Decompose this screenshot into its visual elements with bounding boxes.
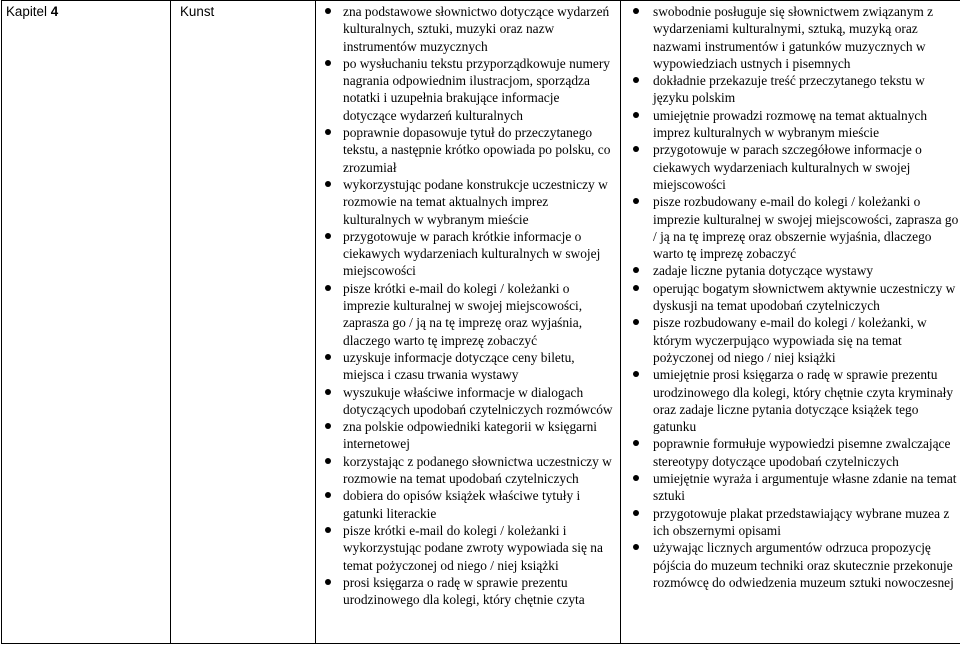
requirement-text: używając licznych argumentów odrzuca propozycję pójścia do muzeum techniki oraz skutecznie przekonuje rozmówcę do odwiedzenia muzeum sztuki nowoczesnej [653, 540, 954, 590]
requirement-text: pisze rozbudowany e-mail do kolegi / koleżanki o imprezie kulturalnej w swojej miejscowości, zaprasza go / ją na tę imprezę oraz obszernie wyjaśnia, dlaczego warto tę imprezę zobaczyć [653, 194, 959, 262]
bullet-icon [633, 544, 639, 550]
basic-requirement-item [316, 176, 614, 228]
bullet-icon [325, 389, 331, 395]
requirement-text: korzystając z podanego słownictwa uczestniczy w rozmowie na temat upodobań czytelniczych [343, 453, 612, 487]
table-row [2, 1, 960, 644]
requirement-text: dobiera do opisów książek właściwe tytuły i gatunki literackie [343, 488, 581, 521]
requirement-text: poprawnie formułuje wypowiedzi pisemne zwalczające stereotypy dotyczące upodobań czytelniczych [653, 436, 951, 469]
basic-requirement-item [316, 124, 614, 176]
advanced-requirement-item [621, 72, 960, 107]
bullet-icon [633, 371, 639, 377]
bullet-icon [325, 181, 331, 187]
basic-requirement-item [316, 280, 614, 349]
advanced-requirement-item [621, 435, 960, 470]
bullet-icon [325, 423, 331, 429]
requirement-text: zadaje liczne pytania dotyczące wystawy [653, 263, 874, 279]
requirement-text: przygotowuje w parach szczegółowe informacje o ciekawych wydarzeniach kulturalnych w swojej miejscowości [653, 142, 922, 192]
advanced-requirement-item [621, 539, 960, 591]
bullet-icon [633, 77, 639, 83]
basic-requirement-item [316, 3, 614, 55]
requirement-text: dokładnie przekazuje treść przeczytanego tekstu w języku polskim [653, 73, 925, 106]
basic-requirement-item [316, 55, 614, 124]
basic-requirements-cell [316, 1, 621, 644]
requirement-text: zna podstawowe słownictwo dotyczące wydarzeń kulturalnych, sztuki, muzyki oraz nazw instrumentów muzycznych [343, 4, 610, 54]
bullet-icon [633, 319, 639, 325]
bullet-icon [325, 492, 331, 498]
advanced-requirement-item [621, 3, 960, 72]
advanced-requirements-cell [621, 1, 960, 644]
requirement-text: pisze krótki e-mail do kolegi / koleżanki i wykorzystując podane zwroty wypowiada się na temat pożyczonej od niego / niej książki [343, 522, 603, 573]
requirement-text: poprawnie dopasowuje tytuł do przeczytanego tekstu, a następnie krótko opowiada po polsku, co zrozumiał [343, 125, 611, 175]
chapter-label: Kapitel [6, 4, 47, 19]
bullet-icon [325, 60, 331, 66]
bullet-icon [325, 129, 331, 135]
basic-requirement-item [316, 487, 614, 522]
requirement-text: przygotowuje plakat przedstawiający wybrane muzea z ich obszernymi opisami [653, 505, 950, 538]
bullet-icon [325, 579, 331, 585]
bullet-icon [633, 440, 639, 446]
requirement-text: pisze rozbudowany e-mail do kolegi / koleżanki, w którym wyczerpująco wypowiada się na temat pożyczonej od niego / niej książki [653, 315, 927, 365]
basic-requirement-item [316, 522, 614, 574]
basic-requirement-item [316, 418, 614, 453]
requirement-text: zna polskie odpowiedniki kategorii w księgarni internetowej [343, 419, 597, 452]
advanced-requirement-item [621, 314, 960, 366]
advanced-requirement-item [621, 470, 960, 505]
basic-requirement-item [316, 228, 614, 280]
bullet-icon [633, 510, 639, 516]
advanced-requirement-item [621, 107, 960, 142]
bullet-icon [633, 267, 639, 273]
chapter-number: 4 [50, 4, 59, 19]
bullet-icon [325, 527, 331, 533]
basic-requirement-item [316, 574, 614, 609]
advanced-requirement-item [621, 262, 960, 279]
requirement-text: po wysłuchaniu tekstu przyporządkowuje numery nagrania odpowiednim ilustracjom, sporządza notatki i uzupełnia brakujące informacje dotyczące wydarzeń kulturalnych [343, 55, 611, 123]
requirement-text: umiejętnie prosi księgarza o radę w sprawie prezentu urodzinowego dla kolegi, który chętnie czyta kryminały oraz zadaje liczne pytania dotyczące książek tego gatunku [653, 367, 954, 435]
requirement-text: pisze krótki e-mail do kolegi / koleżanki o imprezie kulturalnej w swojej miejscowości, zaprasza go / ją na tę imprezę oraz wyjaśnia, dlaczego warto tę imprezę zobaczyć [343, 280, 583, 348]
requirement-text: uzyskuje informacje dotyczące ceny biletu, miejsca i czasu trwania wystawy [343, 349, 575, 383]
bullet-icon [325, 285, 331, 291]
basic-requirement-item [316, 384, 614, 419]
advanced-requirement-item [621, 366, 960, 435]
bullet-icon [633, 8, 639, 14]
subject-label: Kunst [180, 4, 215, 19]
subject-cell [171, 1, 316, 644]
bullet-icon [633, 285, 639, 291]
requirement-text: umiejętnie prowadzi rozmowę na temat aktualnych imprez kulturalnych w wybranym mieście [653, 107, 928, 141]
basic-requirement-item [316, 453, 614, 488]
bullet-icon [325, 458, 331, 464]
bullet-icon [633, 475, 639, 481]
bullet-icon [325, 354, 331, 360]
curriculum-table [1, 0, 960, 644]
advanced-requirements-list [621, 1, 960, 591]
bullet-icon [633, 112, 639, 118]
basic-requirement-item [316, 349, 614, 384]
bullet-icon [633, 146, 639, 152]
advanced-requirement-item [621, 193, 960, 262]
advanced-requirement-item [621, 505, 960, 540]
basic-requirements-list [316, 1, 620, 608]
requirement-text: wyszukuje właściwe informacje w dialogach dotyczących upodobań czytelniczych rozmówców [343, 384, 613, 417]
chapter-cell [2, 1, 171, 644]
requirement-text: wykorzystując podane konstrukcje uczestniczy w rozmowie na temat aktualnych imprez kulturalnych w wybranym mieście [343, 176, 608, 227]
requirement-text: przygotowuje w parach krótkie informacje o ciekawych wydarzeniach kulturalnych w swojej miejscowości [343, 228, 601, 279]
requirement-text: swobodnie posługuje się słownictwem związanym z wydarzeniami kulturalnymi, sztuką, muzyką oraz nazwami instrumentów i gatunków muzycznych w wypowiedziach ustnych i pisemnych [653, 4, 934, 71]
bullet-icon [325, 233, 331, 239]
bullet-icon [325, 8, 331, 14]
requirement-text: prosi księgarza o radę w sprawie prezentu urodzinowego dla kolegi, który chętnie czyta [343, 574, 585, 608]
bullet-icon [633, 198, 639, 204]
advanced-requirement-item [621, 280, 960, 315]
requirement-text: umiejętnie wyraża i argumentuje własne zdanie na temat sztuki [653, 471, 957, 504]
requirement-text: operując bogatym słownictwem aktywnie uczestniczy w dyskusji na temat upodobań czytelniczych [653, 280, 956, 314]
advanced-requirement-item [621, 141, 960, 193]
